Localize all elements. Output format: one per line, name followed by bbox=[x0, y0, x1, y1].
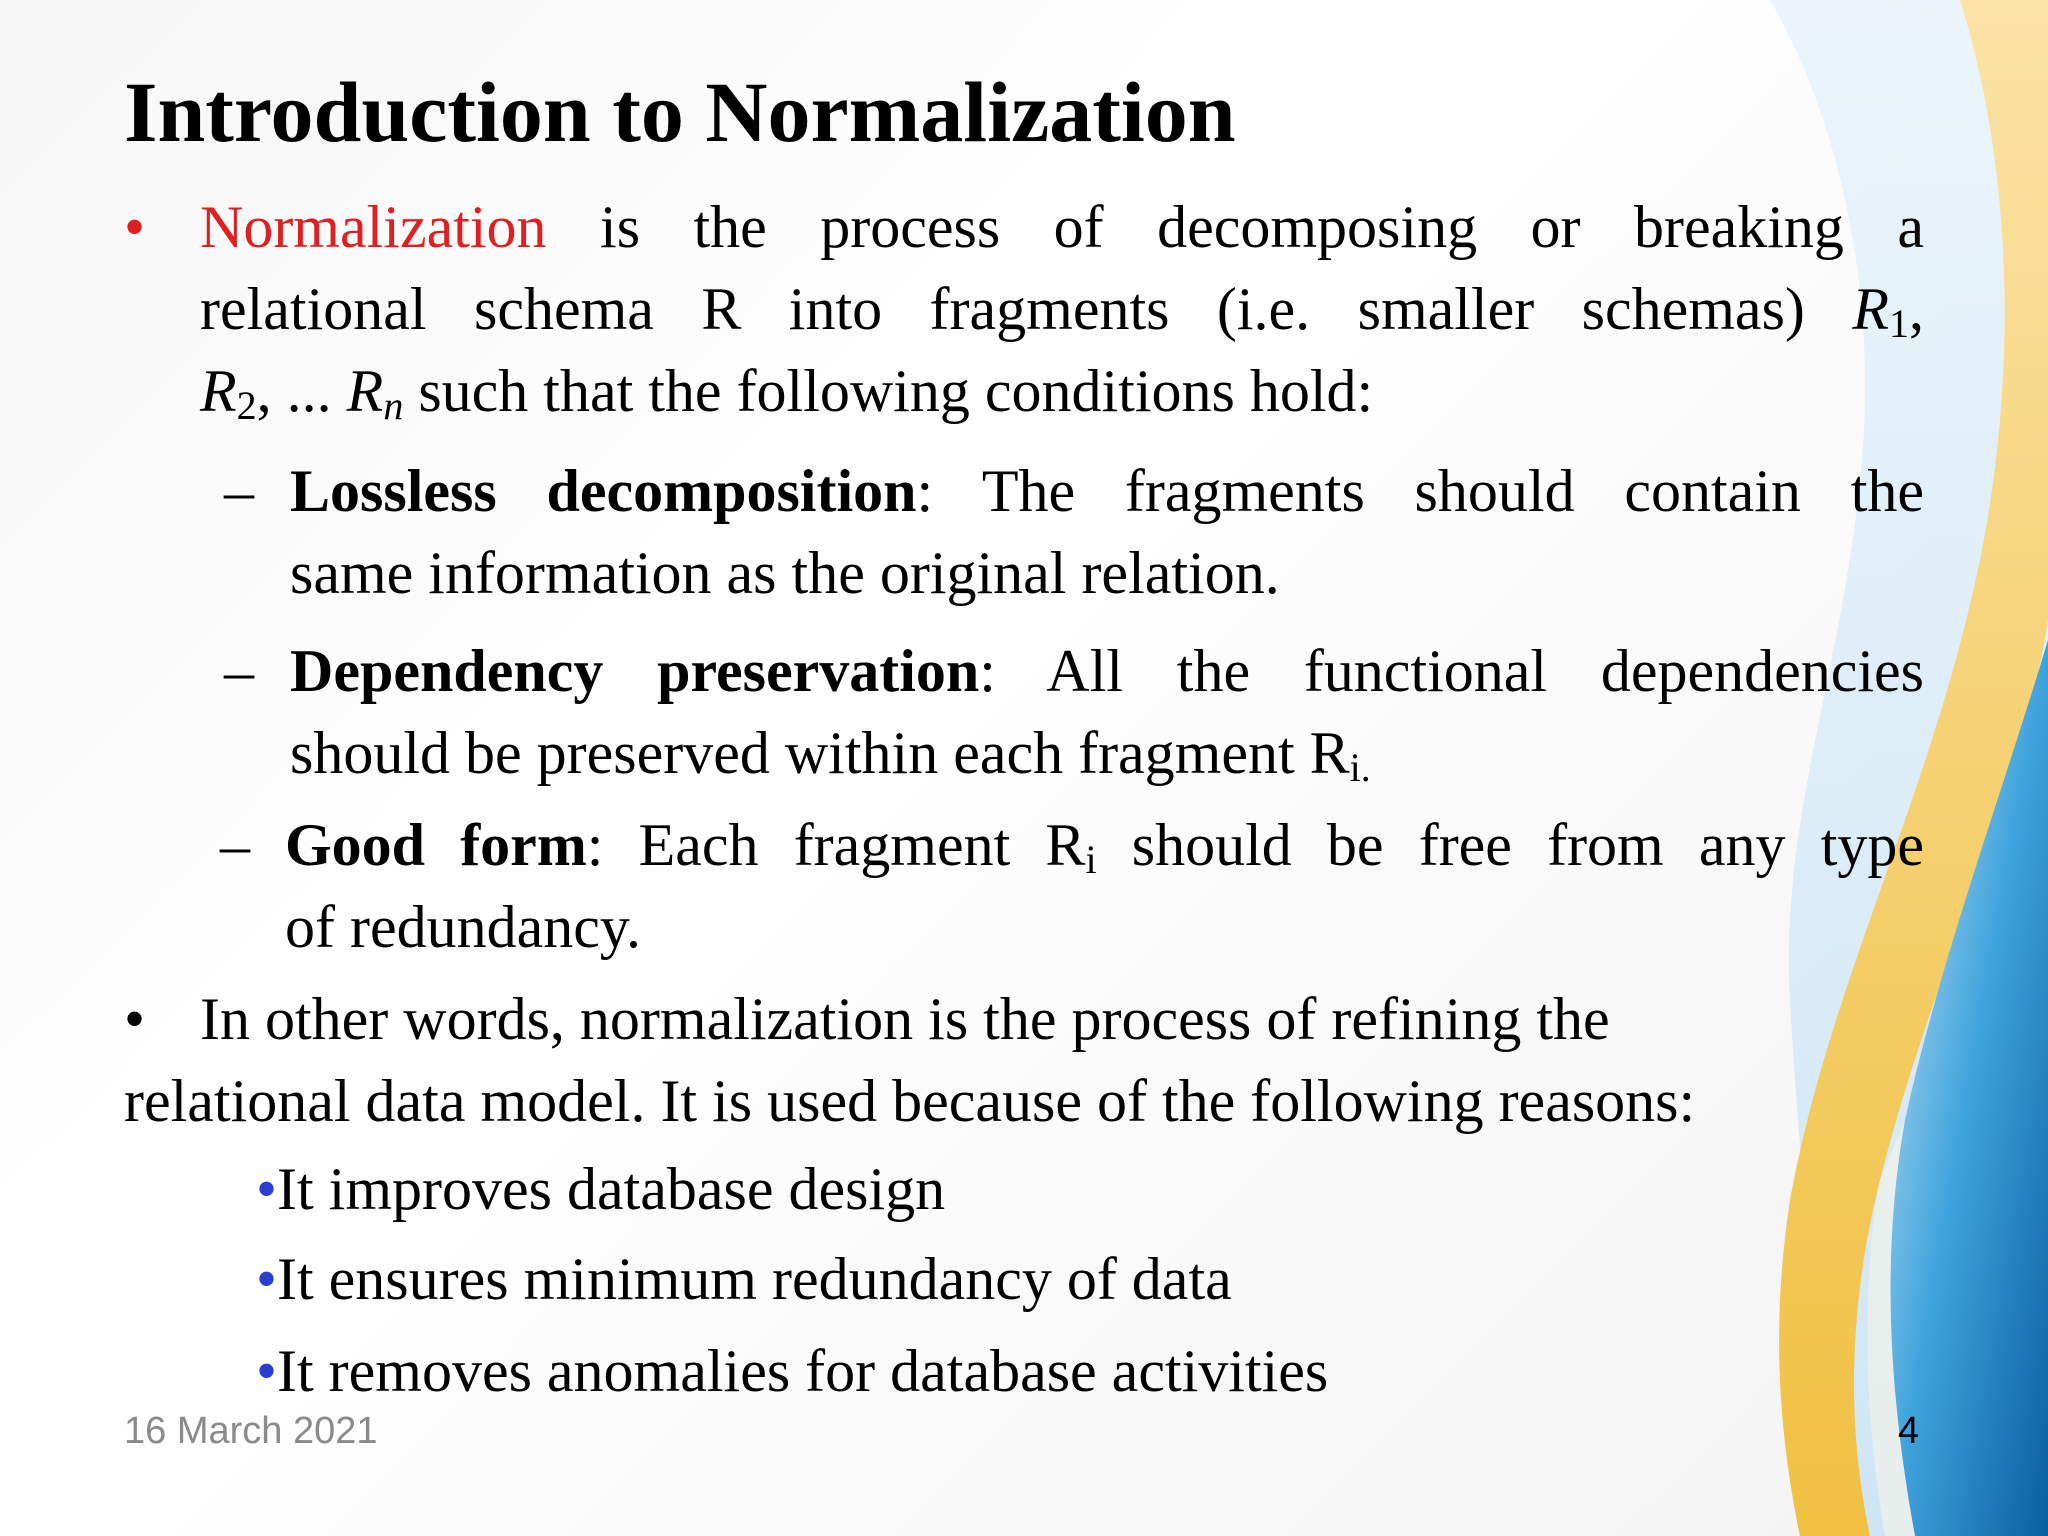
sub-item-lossless-text: Lossless decomposition: The fragments should contain the same information as the original relation. bbox=[290, 458, 1924, 606]
reason-item: •It removes anomalies for database activities bbox=[256, 1338, 1329, 1404]
reason-bullet: • bbox=[256, 1246, 278, 1312]
bullet1-line3: $R_2$, ... $R_n$ such that the following conditions hold: bbox=[200, 358, 1374, 428]
bullet-marker: • bbox=[124, 194, 146, 260]
bullet1-line1: Normalization is the process of decomposing or breaking a bbox=[200, 194, 1924, 260]
slide-title: Introduction to Normalization bbox=[124, 64, 1236, 160]
sub-item-dependency-text: Dependency preservation: All the functional dependencies should be preserved within each fragment $R_{i.}$ bbox=[290, 638, 1924, 790]
sub-item-good-form-text: Good form: Each fragment $R_i$ should be free from any type of redundancy. bbox=[285, 812, 1924, 960]
term-good-form: Good form bbox=[285, 812, 587, 878]
footer-date: 16 March 2021 bbox=[124, 1410, 378, 1452]
bullet-normalization-text bbox=[200, 186, 1924, 432]
reason-bullet: • bbox=[256, 1338, 278, 1404]
page-number: 4 bbox=[1898, 1410, 1920, 1452]
reason-item: •It ensures minimum redundancy of data bbox=[256, 1246, 1232, 1312]
bullet2-line2: relational data model. It is used because of the following reasons: bbox=[124, 1068, 1696, 1134]
reason-item: •It improves database design bbox=[256, 1156, 946, 1222]
dash-marker: – bbox=[220, 812, 250, 878]
term-normalization: Normalization bbox=[200, 194, 547, 260]
term-lossless: Lossless decomposition bbox=[290, 458, 917, 524]
term-dependency: Dependency preservation bbox=[290, 638, 980, 704]
dash-marker: – bbox=[224, 458, 254, 524]
bullet-marker: • bbox=[124, 986, 146, 1052]
dash-marker: – bbox=[224, 638, 254, 704]
bullet2-line1: In other words, normalization is the process of refining the bbox=[200, 986, 1610, 1052]
reason-bullet: • bbox=[256, 1156, 278, 1222]
bullet1-line2: relational schema R into fragments (i.e. smaller schemas) $R_1$, bbox=[200, 276, 1924, 346]
